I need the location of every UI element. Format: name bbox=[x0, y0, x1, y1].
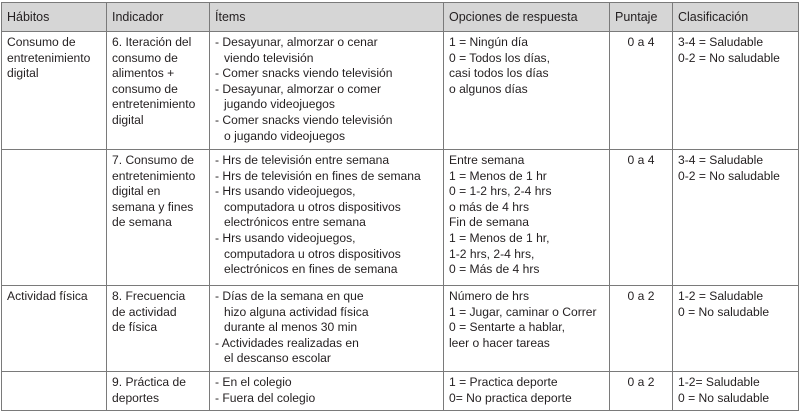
habito-cell bbox=[2, 372, 107, 411]
opcion-line: 1 = Menos de 1 hr bbox=[449, 168, 547, 183]
items-cell bbox=[210, 150, 444, 286]
habito-line: Actividad física bbox=[7, 289, 88, 303]
opcion-line: Fin de semana bbox=[449, 215, 529, 230]
opcion-line: 1 = Practica deporte bbox=[449, 375, 558, 389]
opciones-cell bbox=[444, 150, 610, 286]
item-line: Comer snacks viendo televisión bbox=[222, 66, 393, 81]
item-line: En el colegio bbox=[222, 375, 292, 389]
indicador-line: entretenimiento bbox=[112, 97, 196, 112]
opcion-line: 1 = Ningún día bbox=[449, 35, 529, 49]
clasificacion-cell bbox=[673, 372, 799, 411]
clasificacion-line: 0-2 = No saludable bbox=[678, 168, 780, 183]
item-line: viendo televisión bbox=[224, 50, 314, 65]
clasificacion-line: 3-4 = Saludable bbox=[678, 35, 764, 49]
clasificacion-cell bbox=[673, 150, 799, 286]
indicador-line: deportes bbox=[112, 390, 160, 405]
puntaje-cell: 0 a 4 bbox=[610, 32, 673, 150]
opcion-line: casi todos los días bbox=[449, 66, 549, 81]
item-line: Hrs usando videojuegos, bbox=[222, 230, 356, 245]
table-row bbox=[2, 150, 799, 286]
opcion-line: 0 = Todos los días, bbox=[449, 50, 550, 65]
header-habitos: Hábitos bbox=[2, 3, 107, 32]
item-line: Días de la semana en que bbox=[222, 289, 364, 303]
indicador-cell bbox=[107, 150, 210, 286]
opciones-cell bbox=[444, 286, 610, 372]
table-row bbox=[2, 286, 799, 372]
opcion-line: Número de hrs bbox=[449, 289, 529, 303]
opcion-line: 0 = 1-2 hrs, 2-4 hrs bbox=[449, 184, 552, 199]
items-cell bbox=[210, 32, 444, 150]
item-line: Desayunar, almorzar o comer bbox=[222, 81, 382, 96]
habito-line: digital bbox=[7, 66, 39, 81]
opciones-cell bbox=[444, 372, 610, 411]
puntaje-cell: 0 a 2 bbox=[610, 372, 673, 411]
opcion-line: o algunos días bbox=[449, 81, 528, 96]
clasificacion-line: 1-2= Saludable bbox=[678, 375, 760, 389]
item-line: Desayunar, almorzar o cenar bbox=[222, 35, 378, 49]
item-entry bbox=[215, 153, 438, 169]
opcion-line: leer o hacer tareas bbox=[449, 335, 550, 350]
item-line: jugando videojuegos bbox=[224, 97, 335, 112]
indicador-line: consumo de bbox=[112, 81, 178, 96]
habito-cell bbox=[2, 150, 107, 286]
opciones-cell bbox=[444, 32, 610, 150]
indicador-line: digital en bbox=[112, 184, 161, 199]
item-line: Actividades realizadas en bbox=[221, 335, 359, 350]
table-row bbox=[2, 372, 799, 411]
item-entry bbox=[215, 169, 438, 185]
puntaje-cell: 0 a 4 bbox=[610, 150, 673, 286]
clasificacion-line: 0-2 = No saludable bbox=[678, 50, 780, 65]
items-cell bbox=[210, 372, 444, 411]
opcion-line: 0= No practica deporte bbox=[449, 390, 572, 405]
item-entry bbox=[215, 375, 438, 391]
item-line: computadora u otros dispositivos bbox=[224, 199, 401, 214]
puntaje-cell: 0 a 2 bbox=[610, 286, 673, 372]
indicador-line: 6. Iteración del bbox=[112, 35, 192, 49]
indicador-cell bbox=[107, 372, 210, 411]
indicador-line: de semana bbox=[112, 215, 172, 230]
clasificacion-line: 1-2 = Saludable bbox=[678, 289, 764, 303]
clasificacion-line: 0 = No saludable bbox=[678, 390, 770, 405]
header-items: Ítems bbox=[210, 3, 444, 32]
item-line: Hrs de televisión en fines de semana bbox=[222, 168, 421, 183]
clasificacion-cell bbox=[673, 32, 799, 150]
item-line: Hrs de televisión entre semana bbox=[222, 153, 390, 167]
opcion-line: o más de 4 hrs bbox=[449, 199, 529, 214]
indicador-line: 9. Práctica de bbox=[112, 375, 186, 389]
indicador-cell bbox=[107, 286, 210, 372]
indicador-line: consumo de bbox=[112, 50, 178, 65]
item-line: Comer snacks viendo televisión bbox=[222, 112, 393, 127]
item-line: electrónicos entre semana bbox=[224, 215, 366, 230]
habito-line: entretenimiento bbox=[7, 50, 91, 65]
item-line: computadora u otros dispositivos bbox=[224, 246, 401, 261]
item-line: el descanso escolar bbox=[224, 351, 331, 366]
opcion-line: 0 = Más de 4 hrs bbox=[449, 262, 540, 277]
indicador-cell bbox=[107, 32, 210, 150]
opcion-line: 1-2 hrs, 2-4 hrs, bbox=[449, 246, 535, 261]
item-entry bbox=[215, 82, 438, 113]
habito-cell bbox=[2, 286, 107, 372]
clasificacion-line: 0 = No saludable bbox=[678, 304, 770, 319]
item-entry bbox=[215, 66, 438, 82]
header-indicador: Indicador bbox=[107, 3, 210, 32]
clasificacion-cell bbox=[673, 286, 799, 372]
item-entry bbox=[215, 184, 438, 231]
opcion-line: 1 = Menos de 1 hr, bbox=[449, 230, 550, 245]
header-puntaje: Puntaje bbox=[610, 3, 673, 32]
item-entry bbox=[215, 391, 438, 407]
opcion-line: 1 = Jugar, caminar o Correr bbox=[449, 304, 597, 319]
indicador-line: alimentos + bbox=[112, 66, 175, 81]
habits-table bbox=[1, 2, 799, 411]
clasificacion-line: 3-4 = Saludable bbox=[678, 153, 764, 167]
item-line: electrónicos en fines de semana bbox=[224, 262, 398, 277]
item-line: Fuera del colegio bbox=[222, 390, 316, 405]
indicador-line: semana y fines bbox=[112, 199, 194, 214]
header-clasificacion: Clasificación bbox=[673, 3, 799, 32]
table-row bbox=[2, 32, 799, 150]
opcion-line: 0 = Sentarte a hablar, bbox=[449, 320, 565, 335]
indicador-line: 7. Consumo de bbox=[112, 153, 195, 167]
item-entry bbox=[215, 289, 438, 336]
item-line: hizo alguna actividad física bbox=[224, 304, 369, 319]
indicador-line: de física bbox=[112, 320, 158, 335]
item-line: durante al menos 30 min bbox=[224, 320, 358, 335]
items-cell bbox=[210, 286, 444, 372]
indicador-line: digital bbox=[112, 112, 144, 127]
header-row bbox=[2, 3, 799, 32]
item-line: Hrs usando videojuegos, bbox=[222, 184, 356, 199]
item-line: o jugando videojuegos bbox=[224, 128, 346, 143]
opcion-line: Entre semana bbox=[449, 153, 525, 167]
item-entry bbox=[215, 113, 438, 144]
item-entry bbox=[215, 336, 438, 367]
indicador-line: de actividad bbox=[112, 304, 177, 319]
header-opciones: Opciones de respuesta bbox=[444, 3, 610, 32]
indicador-line: 8. Frecuencia bbox=[112, 289, 186, 303]
item-entry bbox=[215, 35, 438, 66]
habito-cell bbox=[2, 32, 107, 150]
item-entry bbox=[215, 231, 438, 278]
indicador-line: entretenimiento bbox=[112, 168, 196, 183]
habito-line: Consumo de bbox=[7, 35, 76, 49]
